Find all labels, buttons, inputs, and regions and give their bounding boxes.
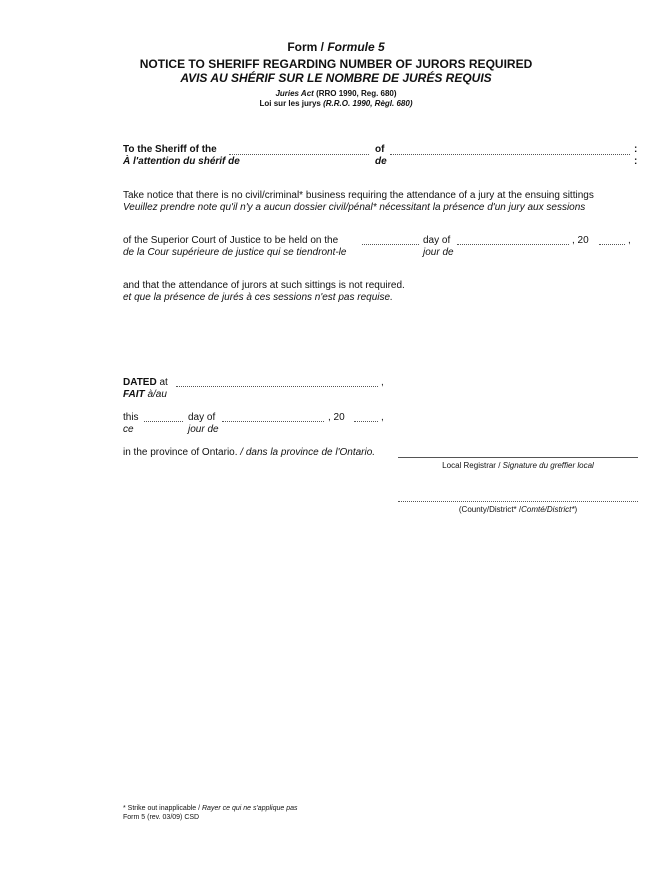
colon-fr: : [634, 156, 638, 167]
registrar-caption-fr: Signature du greffier local [502, 461, 594, 470]
title-en: NOTICE TO SHERIFF REGARDING NUMBER OF JURORS REQUIRED [139, 57, 533, 71]
at-label: at [159, 377, 168, 388]
county-caption [398, 505, 638, 514]
dated-year-comma: , [381, 412, 384, 423]
form-code: Form 5 (rev. 03/09) CSD [123, 814, 200, 821]
year-comma: , [628, 235, 631, 246]
act-en-name: Juries Act [275, 89, 314, 98]
dated-month-field[interactable] [222, 421, 324, 422]
sheriff-name-field[interactable] [229, 154, 369, 155]
registrar-signature-line[interactable] [398, 457, 638, 458]
province-fr: / dans la province de l'Ontario. [240, 447, 376, 458]
sittings-year-field[interactable] [599, 244, 625, 245]
county-caption-en: (County/District* / [458, 505, 522, 514]
notice-line2-fr: de la Cour supérieure de justice qui se tiendront-le [123, 247, 347, 258]
sheriff-region-field[interactable] [390, 154, 630, 155]
dated-day-of-label: day of [188, 412, 216, 423]
sittings-day-field[interactable] [362, 244, 419, 245]
dated-place-comma: , [381, 377, 384, 388]
notice-line3-en: and that the attendance of jurors at such sittings is not required. [123, 280, 405, 291]
this-label-fr: ce [123, 424, 134, 435]
dated-label: DATED [123, 377, 157, 388]
colon-en: : [634, 144, 638, 155]
province-line [123, 447, 375, 458]
dated-day-of-label-fr: jour de [188, 424, 219, 435]
act-fr-ref: (R.R.O. 1990, Règl. 680) [323, 99, 413, 108]
province-en: in the province of Ontario. [123, 447, 238, 458]
dated-at-fr [123, 389, 167, 400]
act-en-ref: (RRO 1990, Reg. 680) [316, 89, 397, 98]
of-label-fr: de [375, 156, 387, 167]
footnote-strike-en: * Strike out inapplicable / [123, 805, 201, 812]
footnote-strike-fr: Rayer ce qui ne s'applique pas [202, 805, 298, 812]
form-number [0, 40, 672, 54]
dated-label-fr: FAIT [123, 389, 145, 400]
dated-year-prefix: , 20 [328, 412, 345, 423]
county-caption-fr: Comté/District* [521, 505, 575, 514]
to-sheriff-label: To the Sheriff of the [123, 144, 217, 155]
act-en [0, 89, 672, 98]
year-prefix: , 20 [572, 235, 589, 246]
act-fr [0, 99, 672, 108]
this-label: this [123, 412, 139, 423]
act-fr-name: Loi sur les jurys [259, 99, 321, 108]
of-label: of [375, 144, 385, 155]
registrar-caption-en: Local Registrar / [442, 461, 501, 470]
dated-place-field[interactable] [176, 386, 378, 387]
to-sheriff-label-fr: À l'attention du shérif de [123, 156, 240, 167]
dated-day-field[interactable] [144, 421, 183, 422]
notice-line1-en: Take notice that there is no civil/criminal* business requiring the attendance of a jury at the ensuing sittings [123, 190, 594, 201]
county-district-field[interactable] [398, 501, 638, 502]
at-label-fr: à/au [147, 389, 167, 400]
sittings-month-field[interactable] [457, 244, 569, 245]
dated-year-field[interactable] [354, 421, 378, 422]
registrar-caption [398, 461, 638, 470]
form-label: Form / [287, 40, 324, 54]
day-of-label: day of [423, 235, 451, 246]
notice-line2-en: of the Superior Court of Justice to be held on the [123, 235, 339, 246]
title-fr: AVIS AU SHÉRIF SUR LE NOMBRE DE JURÉS REQUIS [180, 71, 492, 85]
notice-line1-fr: Veuillez prendre note qu'il n'y a aucun dossier civil/pénal* nécessitant la présence d'un jury aux sessions [123, 202, 586, 213]
footnote-strike [123, 805, 298, 812]
county-caption-close: ) [574, 505, 578, 514]
dated-at-en [123, 377, 168, 388]
notice-line3-fr: et que la présence de jurés à ces sessions n'est pas requise. [123, 292, 393, 303]
form-label-fr: Formule 5 [327, 40, 385, 54]
day-of-label-fr: jour de [423, 247, 454, 258]
